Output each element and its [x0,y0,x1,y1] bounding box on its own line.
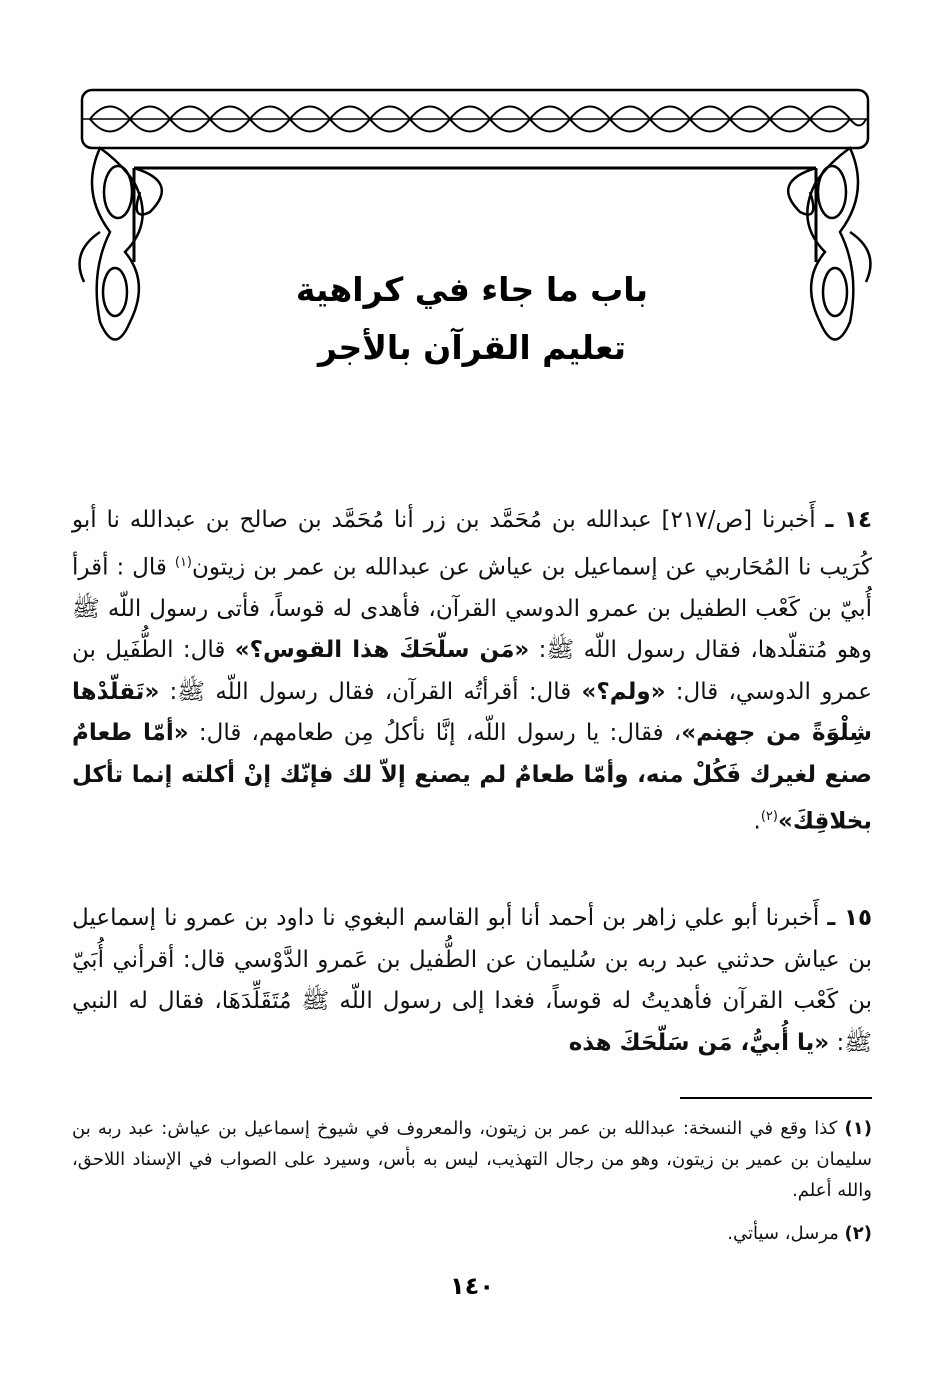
prophetic-quote: «يا أُبيُّ، مَن سَلّحَكَ هذه [568,1029,830,1056]
prophetic-quote: «أمّا طعامٌ صنع لغيرك فَكُلْ منه، وأمّا طعامٌ لم يصنع إلاّ لك فإنّك إنْ أكلته إنما تأكل بخلاقِكَ» [72,720,872,835]
prophetic-quote: «مَن سلّحَكَ هذا القوس؟» [234,637,530,664]
chapter-title-line1: باب ما جاء في كراهية [295,270,649,309]
hadith-text: أَخبرنا أبو علي زاهر بن أحمد أنا أبو القاسم البغوي نا داود بن عمرو نا إسماعيل بن عياش حدثني عبد ربه بن سُليمان عن الطُّفيل بن عَمرو الدَّوْسي قال: أقرأني أُبَيّ بن كَعْب القرآن فأهديتُ له قوساً، فغدا إلى رسول اللّه ﷺ مُتَقَلِّدَهَا، فقال له النبي ﷺ: [72,905,872,1056]
hadith-15-paragraph [72,898,872,1064]
footnote-ref[interactable]: (٢) [760,809,778,825]
hadith-text: قال : أقرأ أُبيّ بن كَعْب الطفيل بن عمرو الدوسي القرآن، فأهدى له قوساً، فأتى رسول اللّه ﷺ وهو مُتقلّدها، فقال رسول اللّه ﷺ: [72,554,872,664]
footnote-1 [72,1113,872,1206]
hadith-number: ١٤ ـ [825,507,872,533]
footnote-ref[interactable]: (١) [174,554,192,570]
hadith-text: قال: أقرأتُه القرآن، فقال رسول اللّه ﷺ: [159,678,582,705]
hadith-text: . [753,808,761,835]
prophetic-quote: «ولم؟» [581,678,666,705]
chapter-title-line2: تعليم القرآن بالأجر [318,328,626,367]
hadith-14-paragraph [72,500,872,843]
page-number: ١٤٠ [450,1272,494,1300]
footnote-2 [72,1218,872,1249]
footnote-number: (١) [844,1118,872,1139]
prophetic-quote: «تَقلّدْها شِلْوَةً من جهنم» [72,678,873,747]
footnote-text: كذا وقع في النسخة: عبدالله بن عمر بن زيتون، والمعروف في شيوخ إسماعيل بن عياش: عبد ربه بن سليمان بن عمير بن زيتون، وهو من رجال التهذيب، ليس به بأس، وسيرد على الصواب في الإسناد اللاحق، والله أعلم. [72,1118,872,1201]
footnote-separator [680,1097,872,1099]
footnote-number: (٢) [844,1223,872,1244]
hadith-text: أَخبرنا [ص/٢١٧] عبدالله بن مُحَمَّد بن زر أنا مُحَمَّد بن صالح بن عبدالله نا أبو كُرَيب نا المُحَاربي عن إسماعيل بن عياش عن عبدالله بن عمر بن زيتون [72,507,872,581]
footnote-text: مرسل، سيأتي. [727,1223,839,1244]
hadith-text: ، فقال: يا رسول اللّه، إنَّا نأكلُ مِن طعامهم، قال: [188,720,682,747]
hadith-number: ١٥ ـ [827,905,873,931]
hadith-text: قال: الطُّفَيل بن عمرو الدوسي، قال: [72,637,873,705]
